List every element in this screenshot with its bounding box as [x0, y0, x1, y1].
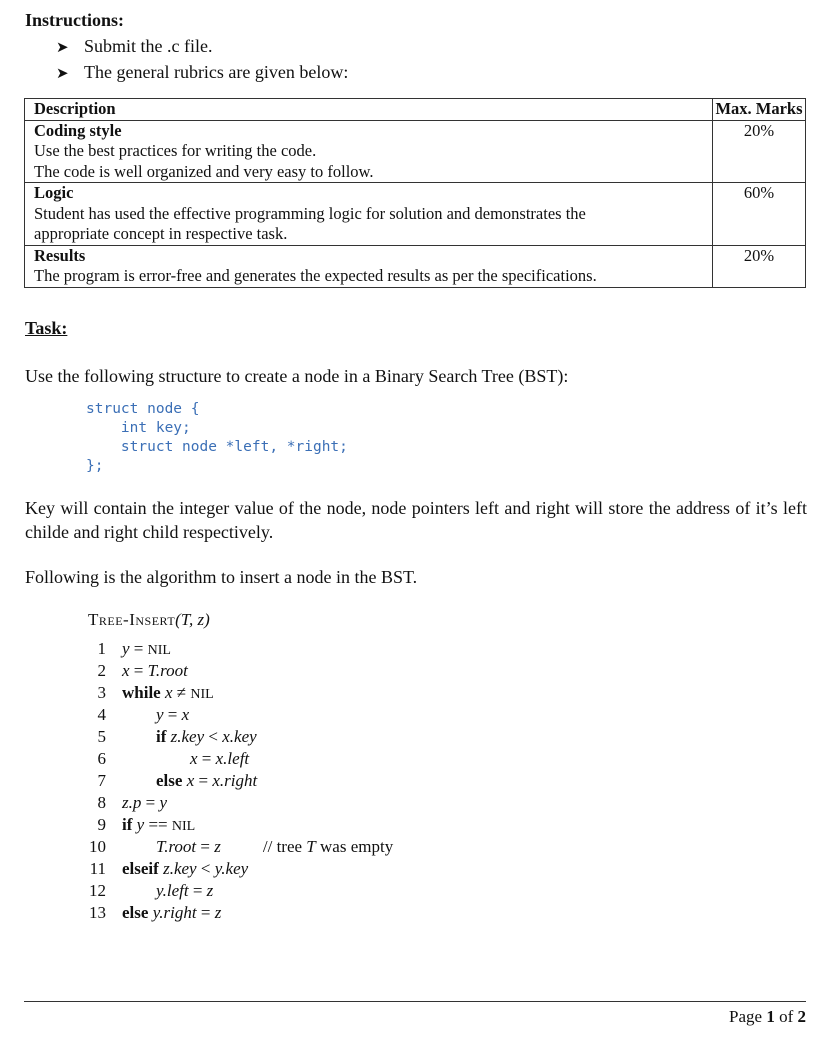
arrow-bullet-icon: ➤ — [56, 40, 69, 56]
code-line: struct node *left, *right; — [86, 439, 348, 455]
rubric-line: The code is well organized and very easy to follow. — [34, 161, 374, 181]
bullet-text: Submit the .c file. — [84, 36, 213, 56]
code-line: struct node { — [86, 401, 200, 417]
rubric-line: appropriate concept in respective task. — [34, 224, 288, 243]
algorithm-line: 7 else x = x.right — [97, 771, 258, 790]
page-number — [729, 1007, 806, 1027]
algorithm-line: 11 elseif z.key < y.key — [89, 859, 249, 878]
rubric-line: The program is error-free and generates the expected results as per the specifications. — [34, 266, 597, 285]
table-row — [25, 245, 806, 287]
code-line: }; — [86, 458, 104, 474]
rubric-title: Logic — [34, 183, 74, 202]
bullet-text: The general rubrics are given below: — [84, 62, 349, 82]
rubric-line: Use the best practices for writing the code. — [34, 141, 317, 160]
algorithm-line: 4 y = x — [97, 705, 190, 724]
table-header-row — [25, 99, 806, 121]
page-label: Page — [729, 1007, 763, 1026]
rubric-line: Student has used the effective programming logic for solution and demonstrates the — [34, 203, 586, 223]
rubric-marks: 20% — [713, 120, 806, 183]
algorithm-name: Tree-Insert — [88, 610, 176, 629]
of-label: of — [779, 1007, 794, 1026]
rubric-marks: 60% — [713, 183, 806, 246]
algorithm-line: 1 y = NIL — [97, 639, 171, 658]
instruction-bullet — [56, 36, 212, 57]
algorithm-line: 3 while x ≠ NIL — [97, 683, 214, 702]
algorithm-title — [88, 610, 210, 630]
task-intro: Use the following structure to create a node in a Binary Search Tree (BST): — [25, 366, 569, 386]
algorithm-line: 2 x = T.root — [97, 661, 188, 680]
task-title: Task: — [25, 318, 68, 338]
rubric-table — [24, 98, 806, 288]
code-line: int key; — [86, 420, 191, 436]
rubric-title: Results — [34, 245, 86, 265]
algorithm-line: 9 if y == NIL — [97, 815, 196, 834]
header-description: Description — [25, 99, 713, 121]
algorithm-line: 5 if z.key < x.key — [97, 727, 257, 746]
code-block — [86, 400, 348, 476]
footer-divider — [24, 1001, 806, 1002]
algorithm-params: (T, z) — [175, 610, 210, 629]
task-description: Key will contain the integer value of the node, node pointers left and right will store the address of it’s left childe and right child respectively. — [25, 498, 807, 542]
arrow-bullet-icon: ➤ — [56, 66, 69, 82]
instructions-title: Instructions: — [25, 10, 125, 30]
algorithm-intro: Following is the algorithm to insert a node in the BST. — [25, 567, 418, 587]
current-page: 1 — [766, 1007, 775, 1026]
rubric-marks: 20% — [713, 245, 806, 287]
total-pages: 2 — [797, 1007, 806, 1026]
table-row — [25, 183, 806, 246]
algorithm-line: 8 z.p = y — [97, 793, 168, 812]
table-row — [25, 120, 806, 183]
algorithm-line: 13 else y.right = z — [89, 903, 222, 922]
rubric-title: Coding style — [34, 120, 122, 140]
algorithm-line: 10 T.root = z // tree T was empty — [89, 837, 394, 856]
header-max-marks: Max. Marks — [713, 99, 806, 121]
algorithm-line: 12 y.left = z — [89, 881, 214, 900]
algorithm-line: 6 x = x.left — [97, 749, 250, 768]
instruction-bullet — [56, 62, 348, 83]
